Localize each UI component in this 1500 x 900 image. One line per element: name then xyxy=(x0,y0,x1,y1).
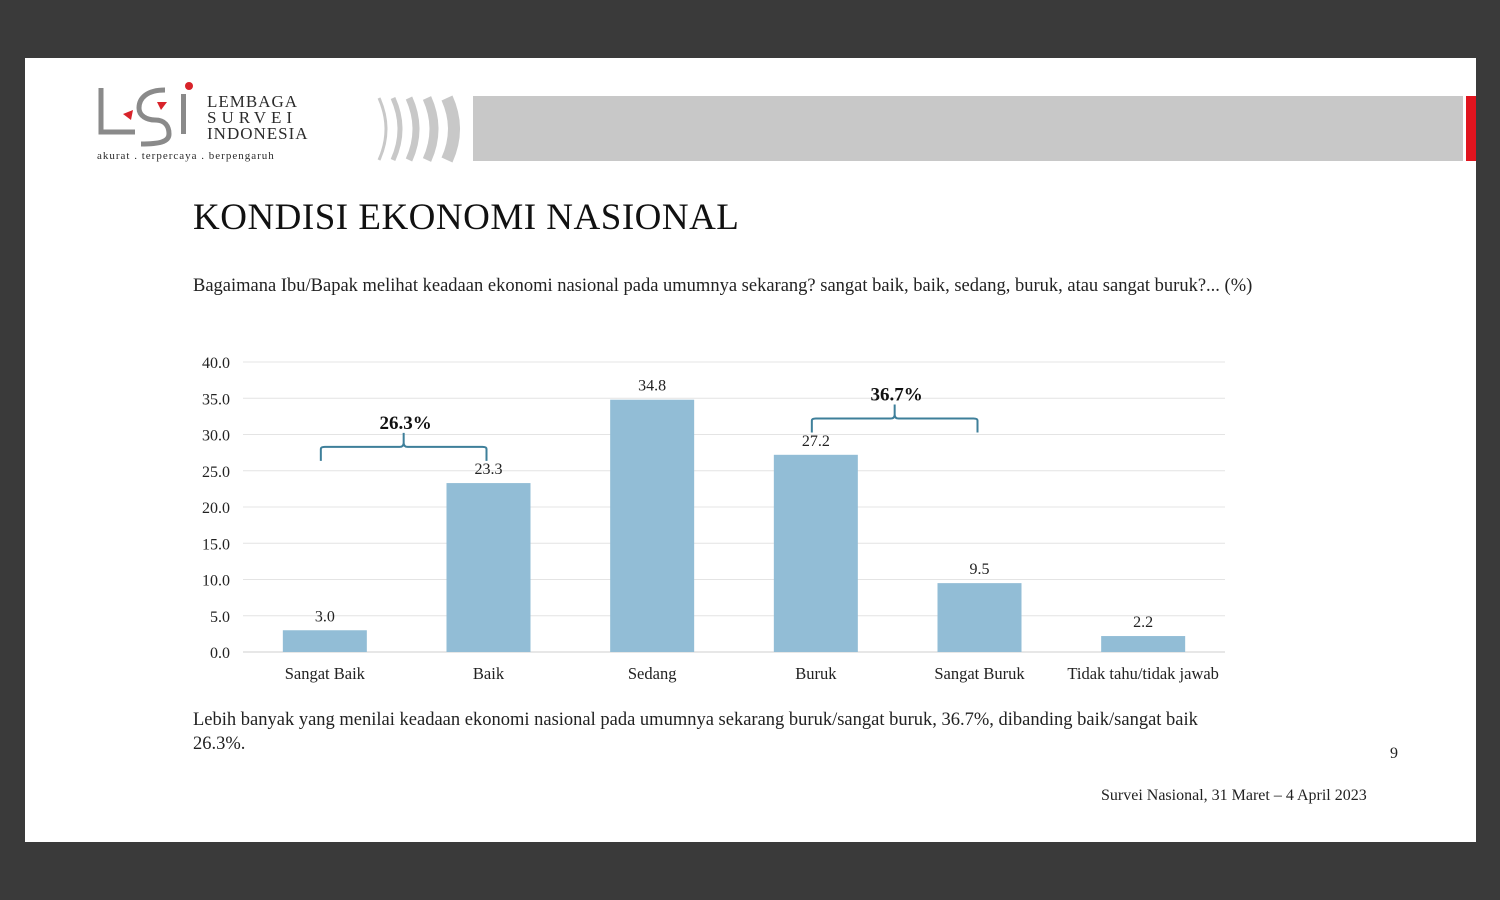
y-tick-label: 35.0 xyxy=(202,391,230,409)
survey-source: Survei Nasional, 31 Maret – 4 April 2023 xyxy=(1101,787,1367,804)
y-tick-label: 10.0 xyxy=(202,572,230,590)
x-category-label: Sangat Buruk xyxy=(934,664,1025,683)
bar-value-label: 23.3 xyxy=(474,461,503,479)
bar-value-label: 34.8 xyxy=(638,377,667,395)
logo-line-1: LEMBAGA xyxy=(207,92,299,111)
logo-tagline: akurat . terpercaya . berpengaruh xyxy=(97,150,275,162)
bar xyxy=(1101,636,1185,652)
bar-value-label: 3.0 xyxy=(314,608,335,626)
y-tick-label: 5.0 xyxy=(210,608,230,626)
page-number: 9 xyxy=(1390,745,1398,762)
bar xyxy=(938,583,1022,652)
y-tick-label: 20.0 xyxy=(202,500,230,517)
y-tick-label: 40.0 xyxy=(202,355,230,372)
y-tick-label: 15.0 xyxy=(202,536,230,554)
x-category-label: Sedang xyxy=(627,664,677,683)
annotation-label: 36.7% xyxy=(870,384,923,406)
conclusion-text: Lebih banyak yang menilai keadaan ekonomi nasional pada umumnya sekarang buruk/sangat buruk, 36.7%, dibanding baik/sangat baik 26.3%. xyxy=(193,710,1198,754)
bar-value-label: 2.2 xyxy=(1133,614,1154,632)
logo-line-3: INDONESIA xyxy=(207,124,309,143)
y-tick-label: 25.0 xyxy=(202,463,230,481)
annotation-label: 26.3% xyxy=(379,412,432,434)
bar xyxy=(774,455,858,652)
slide xyxy=(25,58,1476,842)
bar-value-label: 9.5 xyxy=(969,561,990,579)
annotation-bracket xyxy=(812,405,978,433)
x-category-label: Sangat Baik xyxy=(284,664,365,683)
bar xyxy=(447,483,531,652)
x-category-label: Baik xyxy=(472,664,505,683)
annotation-bracket xyxy=(321,433,487,461)
y-tick-label: 30.0 xyxy=(202,427,230,445)
x-category-label: Tidak tahu/tidak jawab xyxy=(1067,664,1219,683)
slide-title: KONDISI EKONOMI NASIONAL xyxy=(193,197,740,238)
x-category-label: Buruk xyxy=(795,664,837,683)
y-tick-label: 0.0 xyxy=(210,645,230,662)
bar xyxy=(610,400,694,652)
survey-question: Bagaimana Ibu/Bapak melihat keadaan ekonomi nasional pada umumnya sekarang? sangat baik, baik, sedang, buruk, atau sangat buruk?... (%) xyxy=(193,276,1253,296)
logo-line-2: SURVEI xyxy=(207,108,298,127)
bar-value-label: 27.2 xyxy=(801,432,830,450)
bar xyxy=(283,630,367,652)
